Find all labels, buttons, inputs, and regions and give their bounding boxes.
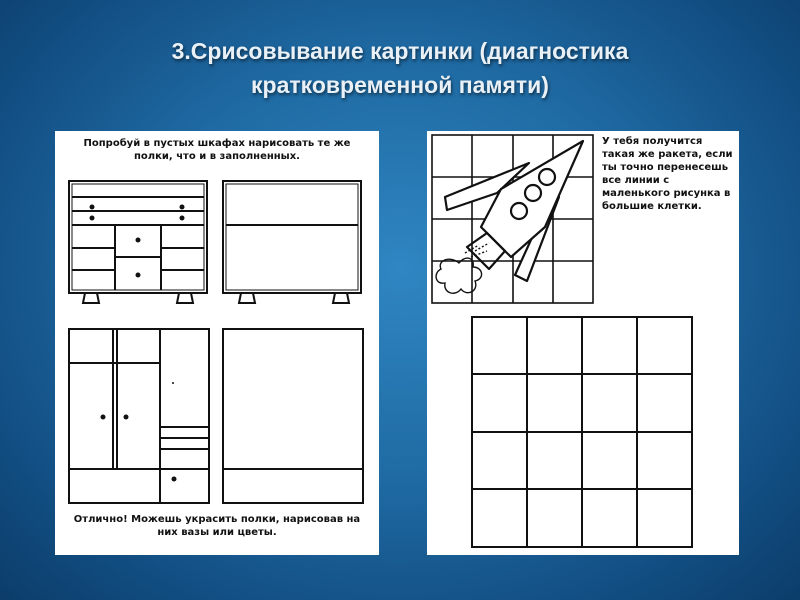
title-line-1: 3.Срисовывание картинки (диагностика xyxy=(171,38,629,64)
big-grid xyxy=(472,317,692,547)
rocket-instruction: У тебя получится такая же ракета, если ты точно перенесешь все линии с маленького рисунка в большие клетки. xyxy=(602,136,733,212)
empty-wardrobe xyxy=(223,329,363,503)
filled-wardrobe xyxy=(69,329,209,503)
slide-title xyxy=(40,34,760,102)
rocket-icon xyxy=(445,141,583,281)
rocket-worksheet xyxy=(427,131,739,555)
cabinet-drawings xyxy=(55,131,379,555)
cabinet-instruction-top: Попробуй в пустых шкафах нарисовать те же полки, что и в заполненных. xyxy=(83,138,351,162)
rocket-exhaust xyxy=(436,243,489,293)
cabinet-instruction-bottom: Отлично! Можешь украсить полки, нарисовав на них вазы или цветы. xyxy=(73,514,361,538)
title-line-2: кратковременной памяти) xyxy=(251,72,549,98)
empty-dresser xyxy=(223,181,361,303)
cabinet-worksheet xyxy=(55,131,379,555)
